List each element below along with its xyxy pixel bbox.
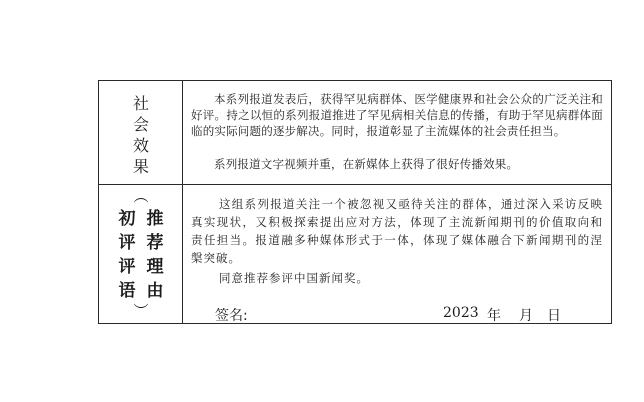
label-char: 荐 bbox=[146, 233, 164, 253]
recommendation-row bbox=[99, 185, 611, 323]
social-effect-label-cell bbox=[99, 81, 183, 184]
label-char: 理 bbox=[146, 257, 164, 277]
label-char: 社 bbox=[132, 94, 149, 113]
label-char: 评 bbox=[118, 257, 136, 277]
recommendation-label bbox=[113, 189, 169, 319]
close-paren: ︶ bbox=[133, 302, 149, 320]
label-char: 推 bbox=[146, 209, 164, 229]
social-effect-label bbox=[99, 93, 183, 177]
recommendation-paragraph: 同意推荐参评中国新闻奖。 bbox=[219, 271, 369, 285]
date-year-suffix: 年 bbox=[487, 308, 501, 324]
social-effect-paragraph: 本系列报道发表后，获得罕见病群体、医学健康界和社会公众的广泛关注和好评。持之以恒的系列报道推进了罕见病相关信息的传播，有助于罕见病群体面临的实际问题的逐步解决。同时，报道彰显了主流媒体的社会责任担当。 bbox=[191, 92, 603, 138]
recommendation-content bbox=[183, 185, 611, 323]
recommendation-paragraph: 这组系列报道关注一个被忽视又亟待关注的群体，通过深入采访反映真实现状，又积极探索提出应对方法，体现了主流新闻期刊的价值取向和责任担当。报道融多种媒体形式于一体，体现了媒体融合下新闻期刊的涅槃突破。 bbox=[191, 197, 603, 265]
label-char: 语 bbox=[118, 281, 136, 301]
date-month: 月 bbox=[519, 308, 533, 324]
signature-label: 签名: bbox=[215, 308, 248, 324]
recommendation-label-grid bbox=[113, 207, 169, 303]
form-table bbox=[98, 80, 612, 324]
label-char: 效 bbox=[132, 136, 149, 155]
social-effect-row bbox=[99, 81, 611, 185]
label-char: 初 bbox=[118, 209, 136, 229]
label-char: 评 bbox=[118, 233, 136, 253]
open-paren: ︵ bbox=[133, 187, 149, 205]
social-effect-content bbox=[183, 81, 611, 184]
recommendation-label-cell bbox=[99, 185, 183, 323]
label-char: 会 bbox=[132, 115, 149, 134]
label-char: 果 bbox=[132, 157, 149, 176]
social-effect-paragraph: 系列报道文字视频并重，在新媒体上获得了很好传播效果。 bbox=[214, 157, 519, 171]
label-char: 由 bbox=[146, 281, 164, 301]
date-day: 日 bbox=[547, 308, 561, 324]
date-year: 2023 bbox=[443, 305, 479, 321]
